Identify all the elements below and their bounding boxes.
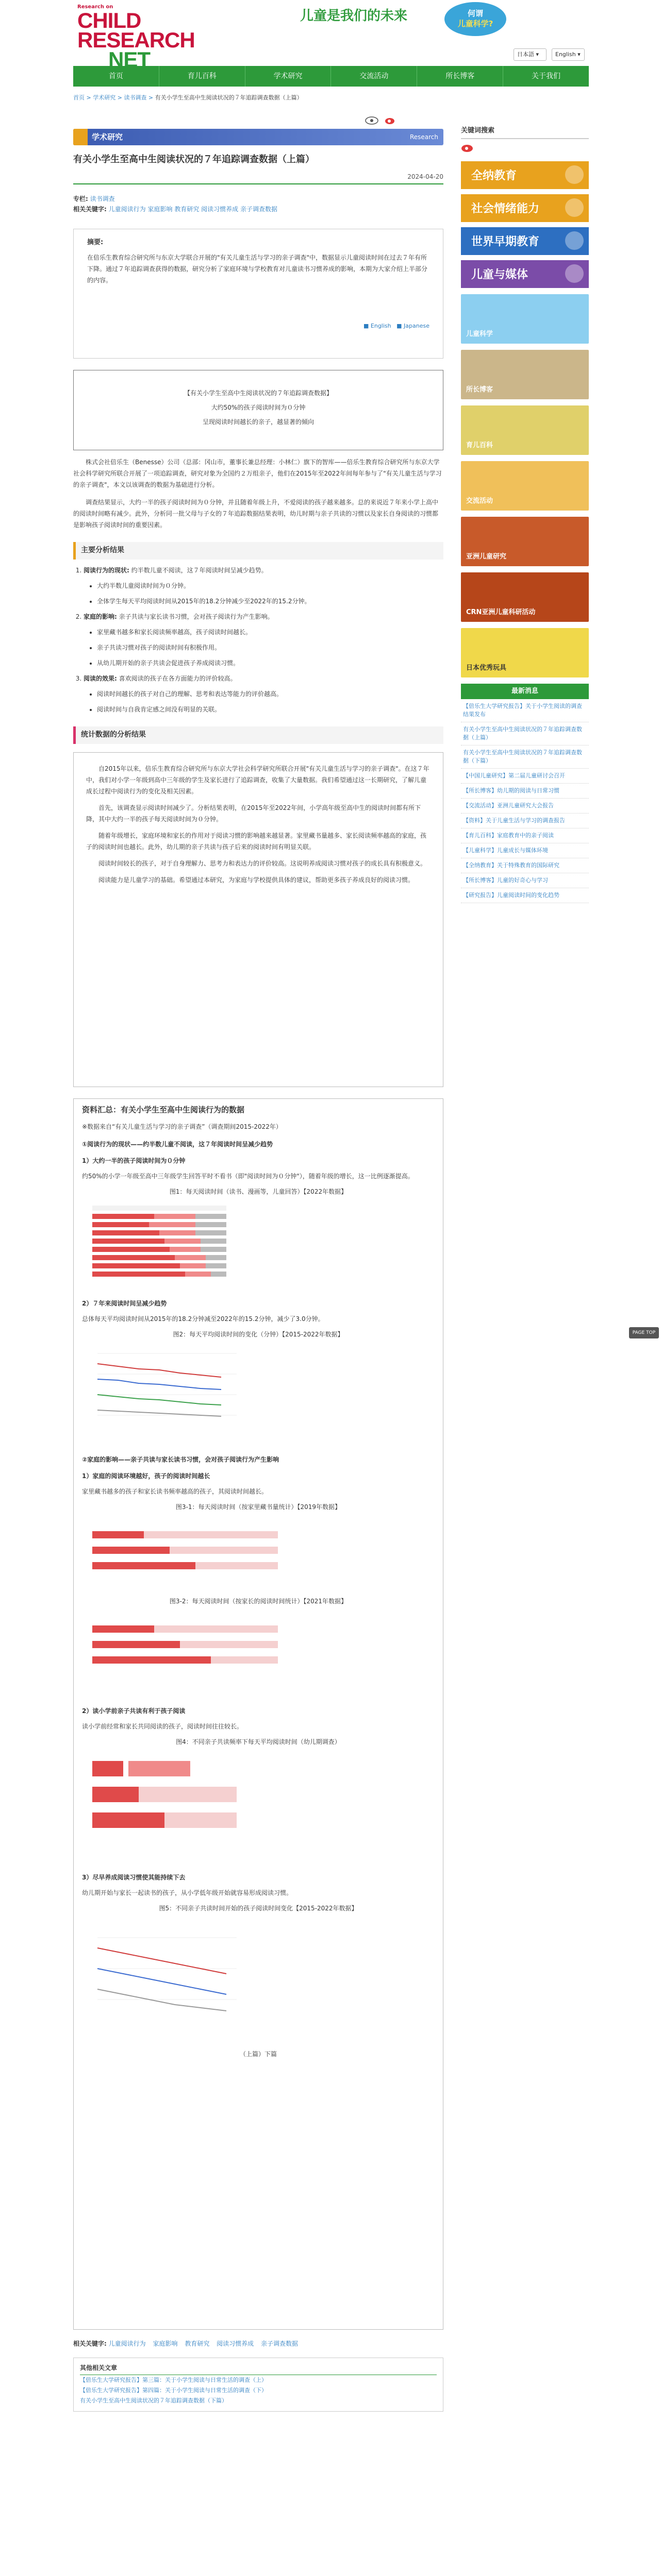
section-label: 专栏:	[73, 195, 88, 202]
figure-1-chart	[82, 1200, 237, 1288]
flag-icon: ■	[363, 322, 369, 329]
data-text: 总体每天平均阅读时间从2015年的18.2分钟减至2022年的15.2分钟，减少了3.0分钟。	[82, 1315, 324, 1323]
news-link[interactable]: 【研究报告】儿童阅读时间的变化趋势	[461, 888, 589, 903]
nav-exchange[interactable]: 交流活动	[331, 66, 417, 87]
sidebar-banner-inclusive[interactable]	[461, 161, 589, 189]
keyword-link[interactable]: 阅读习惯养成	[201, 206, 239, 213]
sidebar-image-child-science[interactable]	[461, 294, 589, 344]
related-heading: 其他相关文章	[80, 2363, 437, 2375]
data-subheading: 2）７年来阅读时间呈减少趋势	[82, 1299, 167, 1307]
summary-line: 呈现阅读时间越长的亲子，越显著的倾向	[202, 418, 314, 426]
related-link[interactable]: 【倍乐生大学研究报告】第三篇：关于小学生阅读与日常生活的调查（上）	[80, 2377, 267, 2383]
keyword-link[interactable]: 教育研究	[174, 206, 200, 213]
main-content	[73, 101, 443, 2412]
logo-line2: RESEARCH	[77, 28, 195, 52]
sidebar-news-heading: 最新消息	[461, 684, 589, 699]
keyword-label: 相关关键字:	[73, 206, 107, 213]
image-label: 育儿百科	[466, 442, 493, 449]
image-label: CRN亚洲儿童科研活动	[466, 608, 536, 616]
finding-bullet: • 大约半数儿童阅读时间为０分钟。	[97, 580, 443, 591]
logo-line1: CHILD	[77, 8, 141, 32]
flag-icon: ■	[396, 322, 402, 329]
sidebar-banner-media[interactable]	[461, 260, 589, 288]
stats-paragraph: 阅读能力是儿童学习的基础。希望通过本研究，为家庭与学校提供具体的建议，帮助更多孩子养成良好的阅读习惯。	[98, 876, 415, 884]
news-link[interactable]: 【儿童科学】儿童成长与媒体环境	[461, 843, 589, 858]
nav-about[interactable]: 关于我们	[532, 72, 561, 80]
figure-3-1-chart	[82, 1516, 288, 1588]
banner-label: 儿童与媒体	[471, 268, 528, 281]
chevron-down-icon: ▾	[536, 51, 539, 58]
keyword-label: 相关关键字:	[73, 2340, 107, 2347]
finding-title: 阅读行为的现状:	[84, 567, 129, 574]
abstract-lang-en[interactable]: English	[370, 322, 391, 329]
related-articles	[73, 2358, 443, 2412]
line-series	[97, 1379, 221, 1389]
stats-paragraph: 自2015年以来，倍乐生教育综合研究所与东京大学社会科学研究所联合开展"有关儿童生活与学习的亲子调查"。在这７年中，我们对小学一年级到高中三年级的学生及家长进行了追踪调查，收集了大量数据。我们希望通过这一长期研究，了解儿童成长过程中阅读行为的变化及相关因素。	[86, 765, 429, 795]
sidebar	[461, 101, 589, 903]
category-bar	[73, 129, 443, 145]
pagination-links[interactable]: （上篇）下篇	[239, 2050, 277, 2058]
banner-label: 世界早期教育	[471, 235, 540, 248]
data-subheading: 3）尽早养成阅读习惯使其能持续下去	[82, 1873, 186, 1881]
abstract-languages	[87, 322, 429, 331]
figure-5-chart	[82, 1917, 247, 2030]
sidebar-image-blog[interactable]	[461, 350, 589, 399]
site-logo[interactable]	[77, 3, 195, 72]
finding-text: 约半数儿童不阅读，这７年阅读时间呈减少趋势。	[131, 567, 268, 574]
abstract-heading: 摘要:	[87, 239, 104, 246]
data-text: 幼儿期开始与家长一起读书的孩子，从小学低年级开始就容易形成阅读习惯。	[82, 1889, 293, 1896]
finding-bullet: • 全体学生每天平均阅读时间从2015年的18.2分钟减少至2022年的15.2分钟。	[97, 596, 443, 607]
finding-bullet: • 亲子共读习惯对孩子的阅读时间有积极作用。	[97, 642, 443, 653]
news-link[interactable]: 有关小学生至高中生阅读状况的７年追踪调查数据（上篇）	[461, 722, 589, 745]
news-link[interactable]: 【资料】关于儿童生活与学习的调查报告	[461, 814, 589, 828]
finding-title: 阅读的效果:	[84, 675, 117, 682]
data-item-heading: ①阅读行为的现状——约半数儿童不阅读，这７年阅读时间呈减少趋势	[82, 1140, 273, 1148]
page-top-button[interactable]: PAGE TOP	[629, 1327, 659, 1338]
figure-caption: 图3-1：每天阅读时间（按家里藏书量统计）【2019年数据】	[175, 1503, 341, 1511]
abstract-lang-jp[interactable]: Japanese	[404, 322, 429, 329]
sidebar-banner-world-ece[interactable]	[461, 227, 589, 255]
news-link[interactable]: 【倍乐生大学研究报告】关于小学生阅读的调查结果发布	[461, 699, 589, 722]
finding-item	[84, 565, 443, 607]
abstract-box	[73, 229, 443, 359]
news-link[interactable]: 有关小学生至高中生阅读状况的７年追踪调查数据（下篇）	[461, 745, 589, 769]
body-paragraph: 株式会社倍乐生（Benesse）公司（总部：冈山市，董事长兼总经理：小林仁）旗下的智库——倍乐生教育综合研究所与东京大学社会科学研究所联合开展了一项追踪调查，研究对象为全国约２万组亲子，他们在2015年至2022年间每年参与了"有关儿童生活与学习的亲子调查"，本文以该调查的数据为基础进行分析。	[73, 459, 442, 488]
finding-bullet: • 阅读时间与自我肯定感之间没有明显的关联。	[97, 704, 443, 715]
keyword-link[interactable]: 亲子调查数据	[261, 2340, 299, 2347]
banner-label: 全纳教育	[471, 169, 517, 182]
sidebar-news-list	[461, 699, 589, 903]
weibo-icon[interactable]	[385, 116, 395, 125]
article-date: 2024-04-20	[73, 172, 443, 184]
figure-3-2-chart	[82, 1610, 288, 1687]
stats-paragraph: 首先，该调查显示阅读时间减少了。分析结果表明，在2015年至2022年间，小学高年级至高中生的阅读时间都有所下降，其中大约一半的孩子每天阅读时间为０分钟。	[86, 804, 421, 823]
news-link[interactable]: 【所长博客】幼儿期的阅读与日常习惯	[461, 784, 589, 799]
keyword-link[interactable]: 儿童阅读行为	[108, 2340, 146, 2347]
finding-bullet: • 家里藏书越多和家长阅读频率越高，孩子阅读时间越长。	[97, 626, 443, 638]
data-section-box	[73, 1098, 443, 2330]
what-is-child-science-button[interactable]	[444, 2, 506, 36]
line-series	[97, 1969, 226, 1994]
logo-small: Research on	[77, 4, 113, 10]
findings-list	[73, 565, 443, 715]
bubble-line1: 何谓	[467, 9, 483, 18]
banner-icon	[565, 165, 584, 184]
finding-bullet: • 从幼儿期开始的亲子共读会促进孩子养成阅读习惯。	[97, 657, 443, 669]
sidebar-image-exchange[interactable]	[461, 461, 589, 511]
news-link[interactable]: 【所长博客】儿童的好奇心与学习	[461, 873, 589, 888]
data-subheading: 2）读小学前亲子共读有利于孩子阅读	[82, 1707, 186, 1715]
weibo-icon[interactable]	[461, 143, 473, 152]
finding-title: 家庭的影响:	[84, 613, 117, 620]
site-header	[73, 0, 589, 72]
banner-icon	[565, 198, 584, 217]
body-paragraph: 调查结果显示，大约一半的孩子阅读时间为０分钟，并且随着年级上升，不爱阅读的孩子越来越多。总的来说近７年来小学上高中的阅读时间略有减少。此外，分析同一批父母与子女的７年追踪数据结果表明，幼儿时期与亲子共读的习惯以及家长自身阅读的习惯都是影响孩子阅读时间的重要因素。	[73, 499, 439, 529]
lang-en-label: English	[555, 51, 576, 58]
image-label: 亚洲儿童研究	[466, 553, 507, 561]
banner-icon	[565, 231, 584, 250]
category-tag	[73, 129, 88, 145]
line-series	[97, 1395, 221, 1405]
nav-research[interactable]: 学术研究	[245, 66, 332, 87]
data-section-heading: 资料汇总：有关小学生至高中生阅读行为的数据	[82, 1105, 245, 1114]
keyword-link[interactable]: 亲子调查数据	[240, 206, 278, 213]
bubble-line2: 儿童科学?	[457, 19, 493, 28]
sidebar-image-asia-research[interactable]	[461, 517, 589, 566]
finding-item	[84, 673, 443, 715]
news-link[interactable]: 【交流活动】亚洲儿童研究大会报告	[461, 799, 589, 814]
article-meta	[73, 184, 443, 214]
figure-caption: 图4：不同亲子共读频率下每天平均阅读时间（幼儿期调查）	[176, 1738, 341, 1745]
news-link[interactable]: 【中国儿童研究】第二届儿童研讨会召开	[461, 769, 589, 784]
summary-line: 【有关小学生至高中生阅读状况的７年追踪调查数据】	[184, 389, 333, 397]
breadcrumb-home[interactable]: 首页	[73, 94, 85, 101]
banner-icon	[565, 264, 584, 283]
data-subheading: 1）家庭的阅读环境越好，孩子的阅读时间越长	[82, 1472, 210, 1480]
finding-item	[84, 611, 443, 669]
bottom-keywords	[73, 2339, 443, 2348]
sidebar-banner-sel[interactable]	[461, 194, 589, 222]
data-note: ※数据来自“有关儿童生活与学习的亲子调查”（调查期间2015-2022年）	[82, 1123, 282, 1130]
finding-text: 喜欢阅读的孩子在各方面能力的评价较高。	[119, 675, 237, 682]
related-link[interactable]: 【倍乐生大学研究报告】第四篇：关于小学生阅读与日常生活的调查（下）	[80, 2387, 267, 2394]
lang-jp-label: 日本語	[517, 51, 534, 58]
image-label: 交流活动	[466, 497, 493, 505]
data-text: 约50%的小学一年级至高中三年级学生回答平时不看书（即"阅读时间为０分钟"），随着年级的增长，这一比例逐渐提高。	[82, 1172, 414, 1180]
image-label: 所长博客	[466, 386, 493, 394]
figure-caption: 图5：不同亲子共读时间开始的孩子阅读时间变化【2015-2022年数据】	[159, 1904, 358, 1912]
breadcrumb-reading-survey[interactable]: 读书调查	[124, 94, 147, 101]
figure-caption: 图3-2：每天阅读时间（按家长的阅读时间统计）【2021年数据】	[169, 1597, 347, 1605]
line-series	[97, 1948, 226, 1974]
sidebar-image-parenting[interactable]	[461, 405, 589, 455]
keyword-link[interactable]: 儿童阅读行为	[108, 206, 146, 213]
sidebar-image-toys[interactable]	[461, 628, 589, 677]
figure-4-chart	[82, 1751, 247, 1854]
summary-line: 大约50%的孩子阅读时间为０分钟	[211, 404, 306, 411]
logo-line3: NET	[108, 47, 150, 72]
finding-text: 亲子共读与家长读书习惯，会对孩子阅读行为产生影响。	[119, 613, 274, 620]
article-title: 有关小学生至高中生阅读状况的７年追踪调查数据（上篇）	[73, 154, 315, 165]
keyword-link[interactable]: 家庭影响	[153, 2340, 178, 2347]
nav-parenting[interactable]: 育儿百科	[159, 66, 245, 87]
finding-bullet: • 阅读时间越长的孩子对自己的理解、思考和表达等能力的评价越高。	[97, 688, 443, 700]
breadcrumb: 首页 > 学术研究 > 读书调查 > 有关小学生至高中生阅读状况的７年追踪调查数据（上篇）	[73, 94, 303, 101]
keyword-link[interactable]: 家庭影响	[147, 206, 173, 213]
chevron-down-icon: ▾	[577, 51, 581, 58]
keyword-link[interactable]: 阅读习惯养成	[217, 2340, 254, 2347]
lang-select-english[interactable]	[552, 48, 585, 61]
breadcrumb-current: 有关小学生至高中生阅读状况的７年追踪调查数据（上篇）	[155, 94, 303, 101]
breadcrumb-research[interactable]: 学术研究	[93, 94, 116, 101]
data-item-heading: ②家庭的影响——亲子共读与家长读书习惯，会对孩子阅读行为产生影响	[82, 1455, 279, 1463]
share-row	[73, 101, 443, 129]
abstract-text: 在倍乐生教育综合研究所与东京大学联合开展的"有关儿童生活与学习的亲子调查"中，数据显示儿童阅读时间在过去７年有所下降。通过７年追踪调查获得的数据，研究分析了家庭环境与学校教育对儿童读书习惯养成的影响，本期为大家介绍上半部分的内容。	[87, 253, 428, 284]
data-text: 家里藏书越多的孩子和家长读书频率越高的孩子，其阅读时间越长。	[82, 1487, 268, 1495]
category-title: 学术研究	[92, 132, 123, 142]
nav-blog[interactable]: 所长博客	[417, 66, 503, 87]
section-heading-stats: 统计数据的分析结果	[73, 726, 443, 744]
data-subheading: 1）大约一半的孩子阅读时间为０分钟	[82, 1157, 186, 1164]
category-right: Research	[409, 133, 438, 141]
sidebar-image-crn-asia[interactable]	[461, 572, 589, 622]
stacked-bars	[92, 1206, 226, 1277]
stats-box	[73, 752, 443, 1087]
eye-icon[interactable]	[365, 116, 378, 125]
line-series	[97, 1364, 221, 1377]
nav-home[interactable]: 首页	[73, 66, 159, 87]
stats-paragraph: 随着年级增长，家庭环境和家长的作用对于阅读习惯的影响越来越显著。家里藏书量越多、家长阅读频率越高的家庭，孩子的阅读时间也越长。此外，幼儿期的亲子共读与孩子后来的阅读时间有明显关联。	[86, 832, 427, 851]
figure-caption: 图2：每天平均阅读时间的变化（分钟）【2015-2022年数据】	[173, 1330, 344, 1338]
section-heading-findings: 主要分析结果	[73, 542, 443, 560]
keyword-link[interactable]: 教育研究	[185, 2340, 210, 2347]
line-series	[97, 1989, 226, 2011]
section-link[interactable]: 读书调查	[90, 195, 115, 202]
figure-2-chart	[82, 1343, 247, 1436]
news-link[interactable]: 【育儿百科】家庭教育中的亲子阅读	[461, 828, 589, 843]
stats-paragraph: 阅读时间较长的孩子，对于自身理解力、思考力和表达力的评价较高。这说明养成阅读习惯对孩子的成长具有积极意义。	[98, 860, 427, 867]
figure-caption: 图1：每天阅读时间（读书、漫画等，儿童回答）【2022年数据】	[169, 1188, 347, 1195]
summary-box	[73, 370, 443, 450]
site-tagline: 儿童是我们的未来	[300, 8, 408, 24]
banner-label: 社会情绪能力	[471, 202, 540, 215]
related-link[interactable]: 有关小学生至高中生阅读状况的７年追踪调查数据（下篇）	[80, 2397, 227, 2404]
sidebar-keyword-heading: 关键词搜索	[461, 126, 589, 139]
image-label: 儿童科学	[466, 330, 493, 338]
data-text: 读小学前经常和家长共同阅读的孩子，阅读时间往往较长。	[82, 1722, 243, 1730]
image-label: 日本优秀玩具	[466, 664, 507, 672]
news-link[interactable]: 【全纳教育】关于特殊教育的国际研究	[461, 858, 589, 873]
lang-select-japanese[interactable]	[514, 48, 547, 61]
